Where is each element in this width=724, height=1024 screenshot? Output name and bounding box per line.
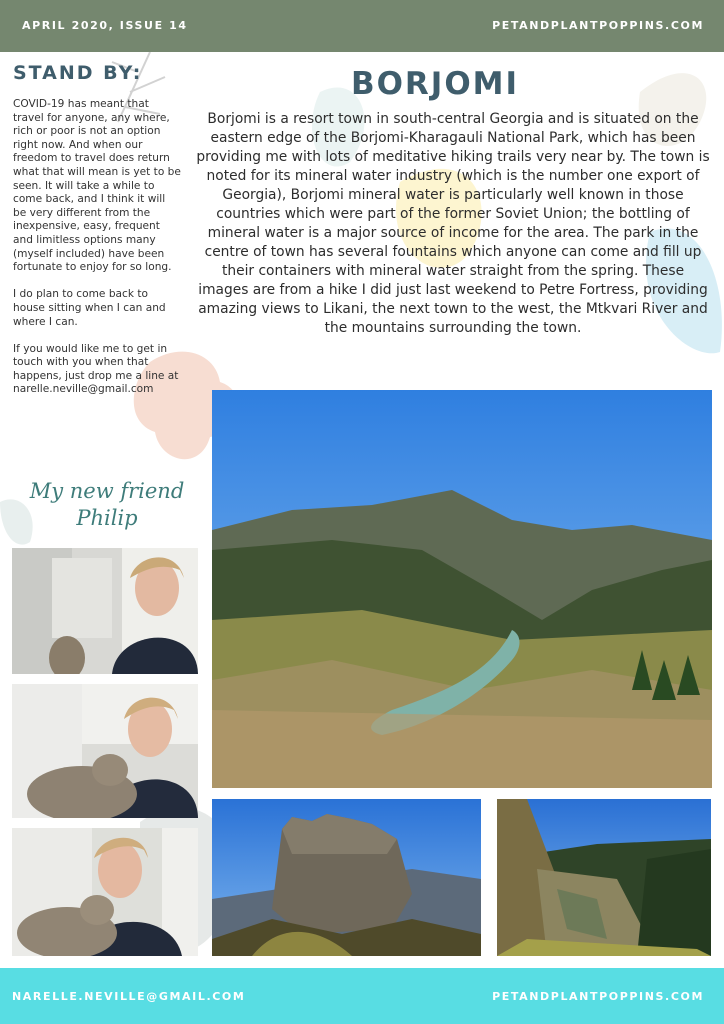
article-title: BORJOMI (350, 66, 520, 102)
sidebar-title: STAND BY: (13, 62, 143, 84)
borjomi-valley-photo (212, 390, 712, 788)
footer-email-link[interactable]: NARELLE.NEVILLE@GMAIL.COM (12, 990, 246, 1003)
friend-heading: My new friend Philip (29, 479, 185, 530)
issue-label: APRIL 2020, ISSUE 14 (22, 19, 188, 32)
sidebar-paragraph: If you would like me to get in touch with you when that happens, just drop me a line at narelle.neville@gmail.com (13, 342, 179, 396)
sidebar-paragraph: I do plan to come back to house sitting when I can and where I can. (13, 288, 166, 328)
sidebar-text (13, 98, 181, 411)
site-name[interactable]: PETANDPLANTPOPPINS.COM (492, 19, 704, 32)
article-body: Borjomi is a resort town in south-central Georgia and is situated on the eastern edge of the Borjomi-Kharagauli National Park, which has been providing me with lots of meditative hiking trails very near by. The town is noted for its mineral water industry (which is the number one export of Georgia), Borjomi mineral water is particularly well known in those countries which were part of the former Soviet Union; the bottling of mineral water is a major source of income for the area. The park in the centre of town has several fountains which anyone can come and fill up their containers with mineral water straight from the spring. These images are from a hike I did just last weekend to Petre Fortress, providing amazing views to Likani, the next town to the west, the Mtkvari River and the mountains surrounding the town. (196, 111, 710, 336)
mountain-forest-photo (497, 799, 711, 956)
sidebar-paragraph: COVID-19 has meant that travel for anyone, any where, rich or poor is not an option right now. And when our freedom to travel does return what that will mean is yet to be seen. It will take a while to come back, and I think it will be very different from the inexpensive, easy, frequent and limitless options many (myself included) have been fortunate to enjoy for so long. (13, 98, 181, 274)
cat-selfie-photo-2 (12, 684, 198, 818)
page-header (0, 0, 724, 52)
cat-selfie-photo-3 (12, 828, 198, 956)
footer-site-link[interactable]: PETANDPLANTPOPPINS.COM (492, 990, 704, 1003)
petre-fortress-photo (212, 799, 481, 956)
page-footer (0, 968, 724, 1024)
cat-selfie-photo-1 (12, 548, 198, 674)
